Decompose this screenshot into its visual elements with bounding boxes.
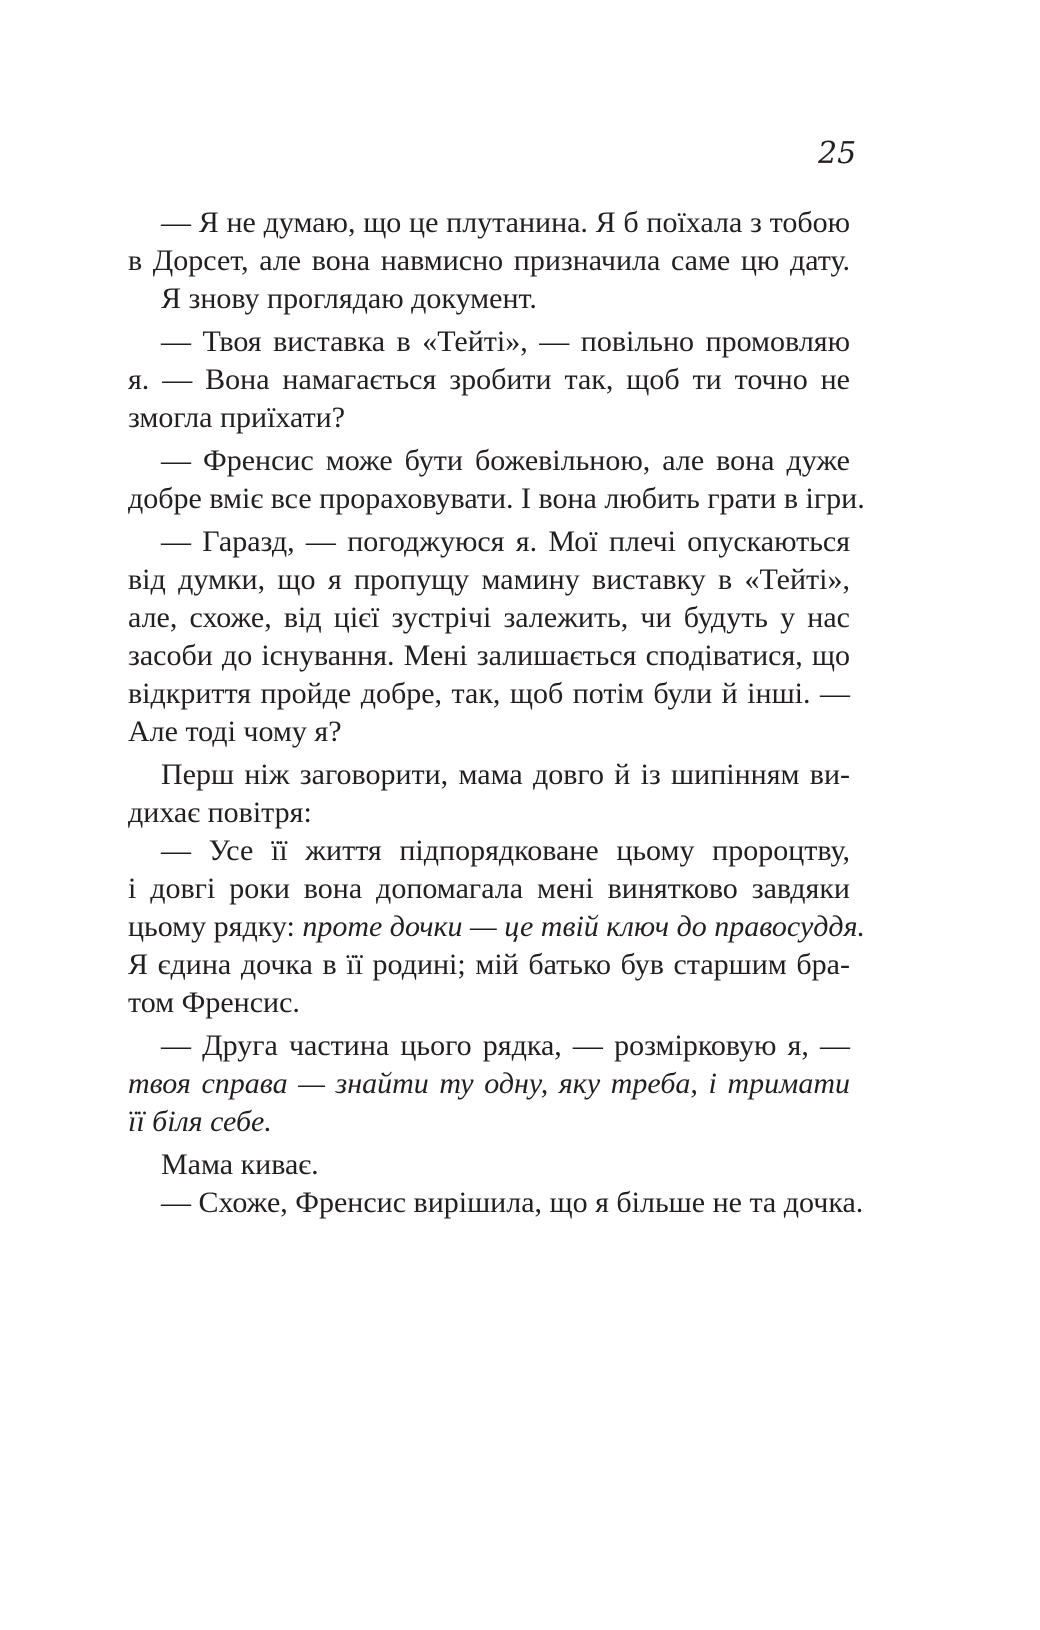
text-line: але, схоже, від цієї зустрічі залежить, чи будуть у нас bbox=[128, 601, 850, 634]
italic-quote: проте дочки — це твій ключ до правосуддя. bbox=[302, 910, 866, 943]
text-line: том Френсис. bbox=[128, 986, 300, 1019]
text-line: — Усе її життя підпорядковане цьому пророцтву, bbox=[161, 834, 850, 867]
text-line-mixed bbox=[128, 908, 866, 946]
text-line: — Друга частина цього рядка, — розмірковую я, — bbox=[161, 1029, 850, 1062]
text-line: — Твоя виставка в «Тейті», — повільно промовляю bbox=[161, 325, 850, 358]
text-line: і довгі роки вона допомагала мені винятково завдяки bbox=[128, 872, 850, 905]
text-line: Я єдина дочка в її родині; мій батько був старшим бра- bbox=[128, 948, 850, 981]
text-line: я. — Вона намагається зробити так, щоб ти точно не bbox=[128, 363, 850, 396]
text-line: — Схоже, Френсис вирішила, що я більше не та дочка. bbox=[161, 1186, 864, 1219]
text-line: — Я не думаю, що це плутанина. Я б поїхала з тобою bbox=[161, 206, 850, 239]
text-line: Перш ніж заговорити, мама довго й із шипінням ви- bbox=[161, 758, 850, 791]
text-fragment: цьому рядку: bbox=[128, 910, 303, 943]
text-line: в Дорсет, але вона навмисно призначила саме цю дату. bbox=[128, 244, 850, 277]
text-line: — Френсис може бути божевільною, але вона дуже bbox=[161, 444, 850, 477]
italic-quote-line: її біля себе. bbox=[128, 1105, 272, 1138]
text-line: добре вміє все прораховувати. І вона любить грати в ігри. bbox=[128, 482, 865, 515]
text-line: дихає повітря: bbox=[128, 796, 312, 829]
text-line: засоби до існування. Мені залишається сподіватися, що bbox=[128, 639, 850, 672]
text-line: змогла приїхати? bbox=[128, 401, 346, 434]
text-line: Але тоді чому я? bbox=[128, 715, 342, 748]
body-text bbox=[128, 204, 866, 1222]
text-line: відкриття пройде добре, так, щоб потім були й інші. — bbox=[128, 677, 850, 710]
text-line: — Гаразд, — погоджуюся я. Мої плечі опускаються bbox=[161, 525, 850, 558]
text-line: від думки, що я пропущу мамину виставку в «Тейті», bbox=[128, 563, 850, 596]
italic-quote-line: твоя справа — знайти ту одну, яку треба, і тримати bbox=[128, 1067, 850, 1100]
text-line: Мама киває. bbox=[161, 1148, 319, 1181]
text-line: Я знову проглядаю документ. bbox=[161, 282, 537, 315]
page-number: 25 bbox=[818, 136, 857, 171]
